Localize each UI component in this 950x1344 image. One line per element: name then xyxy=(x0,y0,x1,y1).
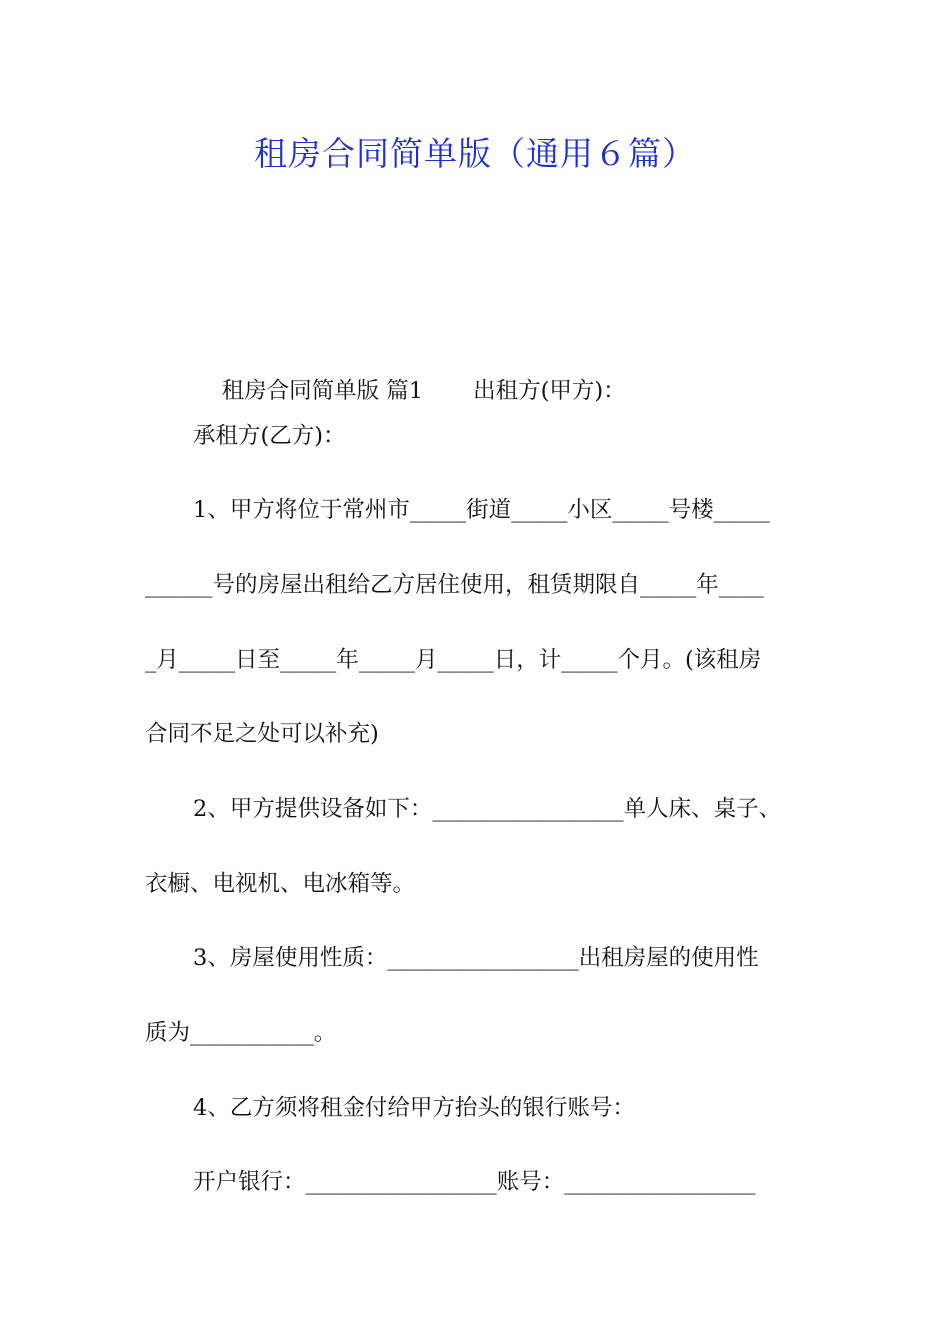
paragraph-line: ______号的房屋出租给乙方居住使用，租赁期限自_____年____ xyxy=(145,572,764,598)
paragraph-line: 衣橱、电视机、电冰箱等。 xyxy=(145,871,416,897)
paragraph-line: 1、甲方将位于常州市_____街道_____小区_____号楼_____ xyxy=(193,497,770,523)
document-title: 租房合同简单版（通用６篇） xyxy=(254,134,696,173)
paragraph-line: 质为___________。 xyxy=(145,1020,337,1046)
paragraph-line: 合同不足之处可以补充) xyxy=(145,721,379,747)
section-heading: 租房合同简单版 篇1 xyxy=(221,378,424,404)
lessor-label: 出租方(甲方)： xyxy=(473,378,626,404)
paragraph-line: 3、房屋使用性质：_________________出租房屋的使用性 xyxy=(193,945,759,971)
paragraph-line: 开户银行：_________________账号：_________________ xyxy=(193,1169,756,1195)
lessee-label: 承租方(乙方)： xyxy=(193,423,346,449)
paragraph-line: _月_____日至_____年_____月_____日，计_____个月。(该租房 xyxy=(145,647,762,673)
paragraph-line: 4、乙方须将租金付给甲方抬头的银行账号： xyxy=(193,1095,635,1121)
paragraph-line: 2、甲方提供设备如下：_________________单人床、桌子、 xyxy=(193,796,782,822)
